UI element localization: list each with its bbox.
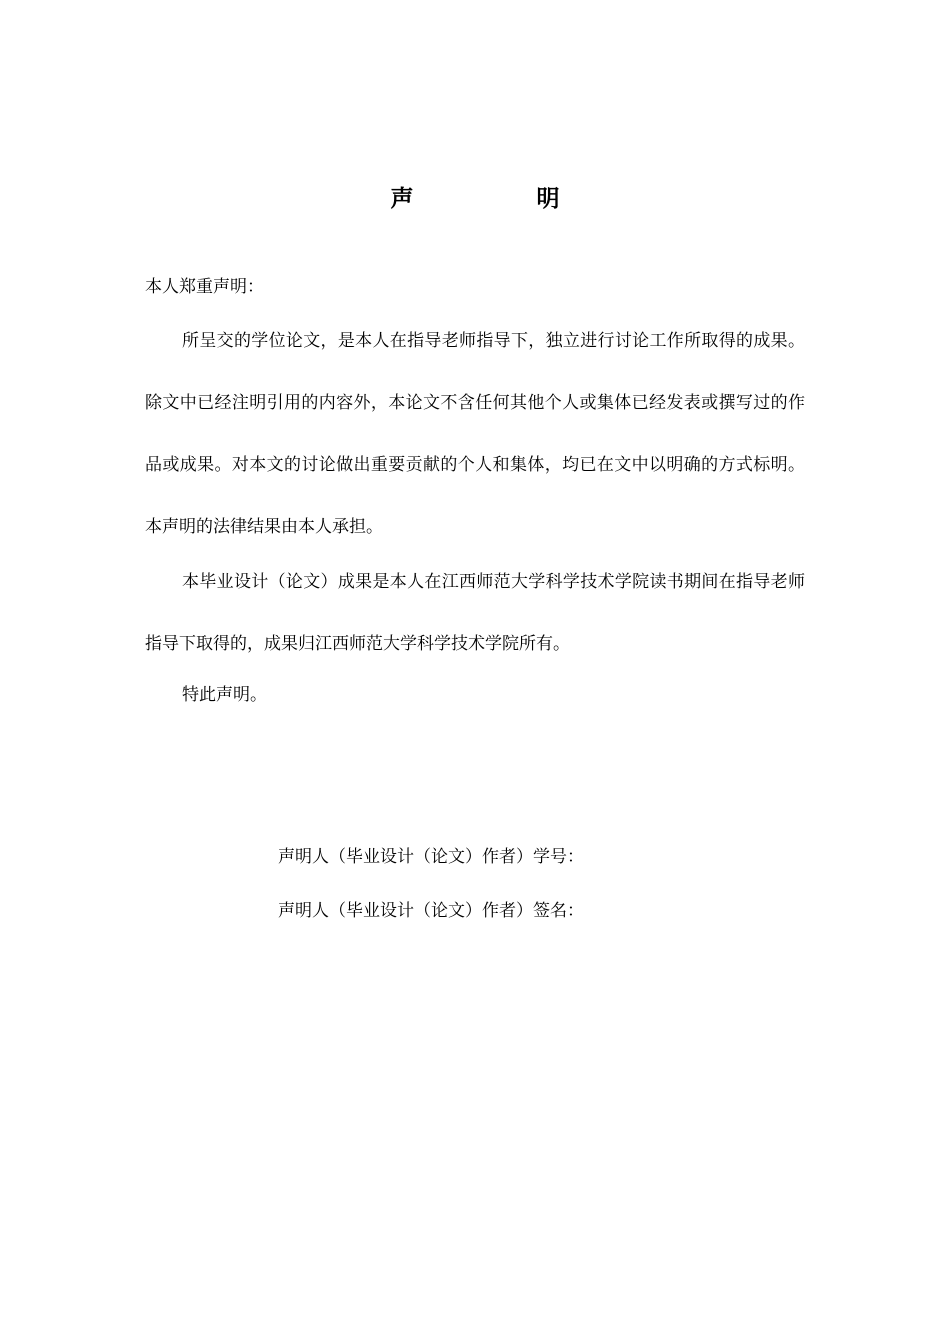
paragraph-closing: 特此声明。	[182, 685, 267, 705]
opening-line: 本人郑重声明：	[145, 277, 264, 297]
student-id-label: 声明人（毕业设计（论文）作者）学号：	[278, 847, 584, 867]
signature-label: 声明人（毕业设计（论文）作者）签名：	[278, 901, 584, 921]
paragraph-ownership: 本毕业设计（论文）成果是本人在江西师范大学科学技术学院读书期间在指导老师指导下取得的，成果归江西师范大学科学技术学院所有。	[145, 572, 805, 654]
paragraph-originality: 所呈交的学位论文，是本人在指导老师指导下，独立进行讨论工作所取得的成果。除文中已经注明引用的内容外，本论文不含任何其他个人或集体已经发表或撰写过的作品或成果。对本文的讨论做出重要贡献的个人和集体，均已在文中以明确的方式标明。本声明的法律结果由本人承担。	[145, 331, 805, 537]
page-title: 声 明	[390, 186, 610, 212]
